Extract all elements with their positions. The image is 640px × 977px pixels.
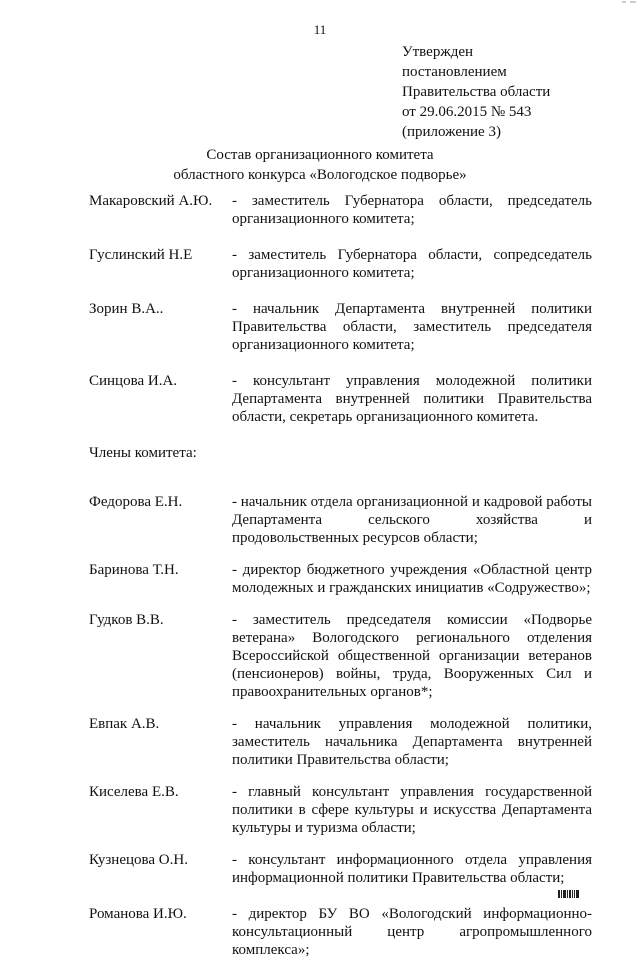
member-role: - директор БУ ВО «Вологодский информационно-консультационный центр агропромышленного комплекса»; (232, 906, 592, 958)
member-name: Романова И.Ю. (89, 906, 187, 922)
leader-row (89, 246, 592, 282)
member-role: - заместитель Губернатора области, сопредседатель организационного комитета; (232, 247, 592, 281)
approval-stamp (402, 42, 550, 142)
member-role: - консультант информационного отдела управления информационной политики Правительства области; (232, 852, 592, 886)
barcode-mark (558, 889, 579, 898)
member-row (89, 561, 592, 597)
member-name: Евпак А.В. (89, 716, 160, 732)
approval-line: (приложение 3) (402, 124, 501, 140)
member-name: Макаровский А.Ю. (89, 193, 213, 209)
member-role: - заместитель Губернатора области, председатель организационного комитета; (232, 193, 592, 227)
member-name: Гудков В.В. (89, 612, 164, 628)
member-row (89, 783, 592, 837)
title-line-2: областного конкурса «Вологодское подворье» (173, 167, 467, 183)
approval-line: Утвержден (402, 44, 474, 60)
leader-row (89, 372, 592, 426)
member-name: Баринова Т.Н. (89, 562, 179, 578)
member-row (89, 715, 592, 769)
members-label: Члены комитета: (89, 445, 197, 461)
member-role: - главный консультант управления государственной политики в сфере культуры и искусства Департамента культуры и туризма области; (232, 784, 592, 836)
member-name: Зорин В.А.. (89, 301, 164, 317)
member-name: Гуслинский Н.Е (89, 247, 193, 263)
member-role: - начальник Департамента внутренней политики Правительства области, заместитель председателя организационного комитета; (232, 301, 592, 353)
approval-line: Правительства области (402, 84, 551, 100)
scan-mark (616, 0, 640, 6)
member-name: Кузнецова О.Н. (89, 852, 188, 868)
member-row (89, 905, 592, 959)
member-row (89, 611, 592, 701)
document-title (0, 145, 640, 185)
member-name: Федорова Е.Н. (89, 494, 183, 510)
leader-row (89, 300, 592, 354)
member-row (89, 493, 592, 547)
member-name: Киселева Е.В. (89, 784, 179, 800)
member-role: - начальник отдела организационной и кадровой работы Департамента сельского хозяйства и продовольственных ресурсов области; (232, 494, 592, 546)
member-role: - заместитель председателя комиссии «Подворье ветерана» Вологодского регионального отделения Всероссийской общественной организации ветеранов (пенсионеров) войны, труда, Вооруженных Сил и правоохранительных органов*; (232, 612, 592, 700)
committee-list (89, 192, 592, 977)
member-role: - консультант управления молодежной политики Департамента внутренней политики Правительства области, секретарь организационного комитета. (232, 373, 592, 425)
leader-row (89, 192, 592, 228)
member-row (89, 851, 592, 887)
member-role: - директор бюджетного учреждения «Областной центр молодежных и гражданских инициатив «Содружество»; (232, 562, 592, 596)
approval-line: от 29.06.2015 № 543 (402, 104, 532, 120)
member-role: - начальник управления молодежной политики, заместитель начальника Департамента внутренней политики Правительства области; (232, 716, 592, 768)
page-number: 11 (313, 22, 327, 37)
member-name: Синцова И.А. (89, 373, 178, 389)
approval-line: постановлением (402, 64, 507, 80)
title-line-1: Состав организационного комитета (206, 147, 434, 163)
